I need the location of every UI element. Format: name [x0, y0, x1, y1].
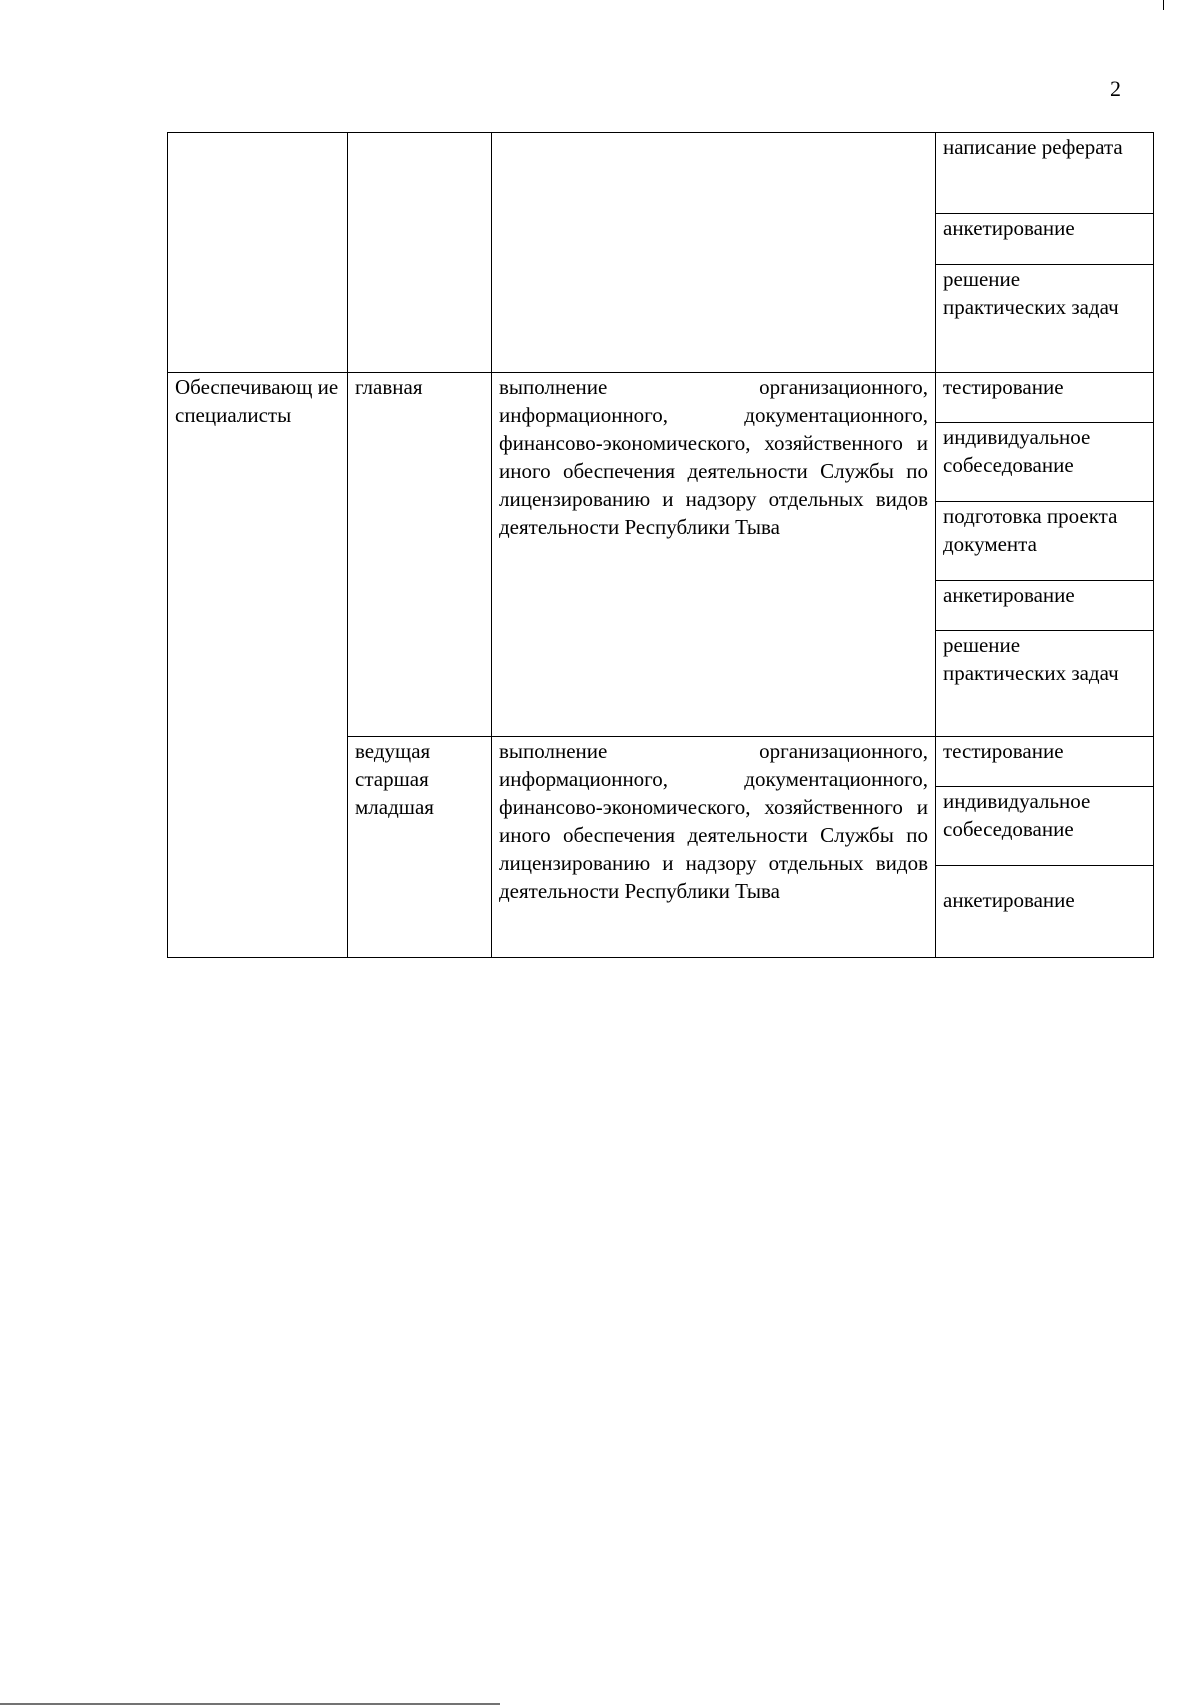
method-cell: решение практических задач [936, 631, 1154, 737]
method-cell: анкетирование [936, 214, 1154, 265]
category-cell: ведущая старшая младшая [348, 737, 492, 958]
category-cell: главная [348, 373, 492, 737]
method-cell: анкетирование [936, 581, 1154, 631]
qualification-table [167, 132, 1154, 958]
group-cell: Обеспечивающ ие специалисты [168, 373, 348, 958]
method-cell: решение практических задач [936, 265, 1154, 373]
functions-cell [492, 133, 936, 373]
functions-cell: выполнение организационного, информационного, документационного, финансово-экономического, хозяйственного и иного обеспечения деятельности Службы по лицензированию и надзору отдельных видов деятельности Республики Тыва [492, 737, 936, 958]
method-cell: тестирование [936, 737, 1154, 787]
method-cell: тестирование [936, 373, 1154, 423]
method-cell: индивидуальное собеседование [936, 423, 1154, 502]
scan-mark [1163, 0, 1164, 10]
group-cell [168, 133, 348, 373]
method-cell: подготовка проекта документа [936, 502, 1154, 581]
table-row [168, 373, 1154, 423]
category-cell [348, 133, 492, 373]
scan-edge [0, 1703, 500, 1705]
page-number: 2 [1110, 76, 1121, 101]
method-cell: анкетирование [936, 866, 1154, 958]
functions-cell: выполнение организационного, информационного, документационного, финансово-экономического, хозяйственного и иного обеспечения деятельности Службы по лицензированию и надзору отдельных видов деятельности Республики Тыва [492, 373, 936, 737]
method-cell: написание реферата [936, 133, 1154, 214]
method-cell: индивидуальное собеседование [936, 787, 1154, 866]
table-row [168, 133, 1154, 214]
